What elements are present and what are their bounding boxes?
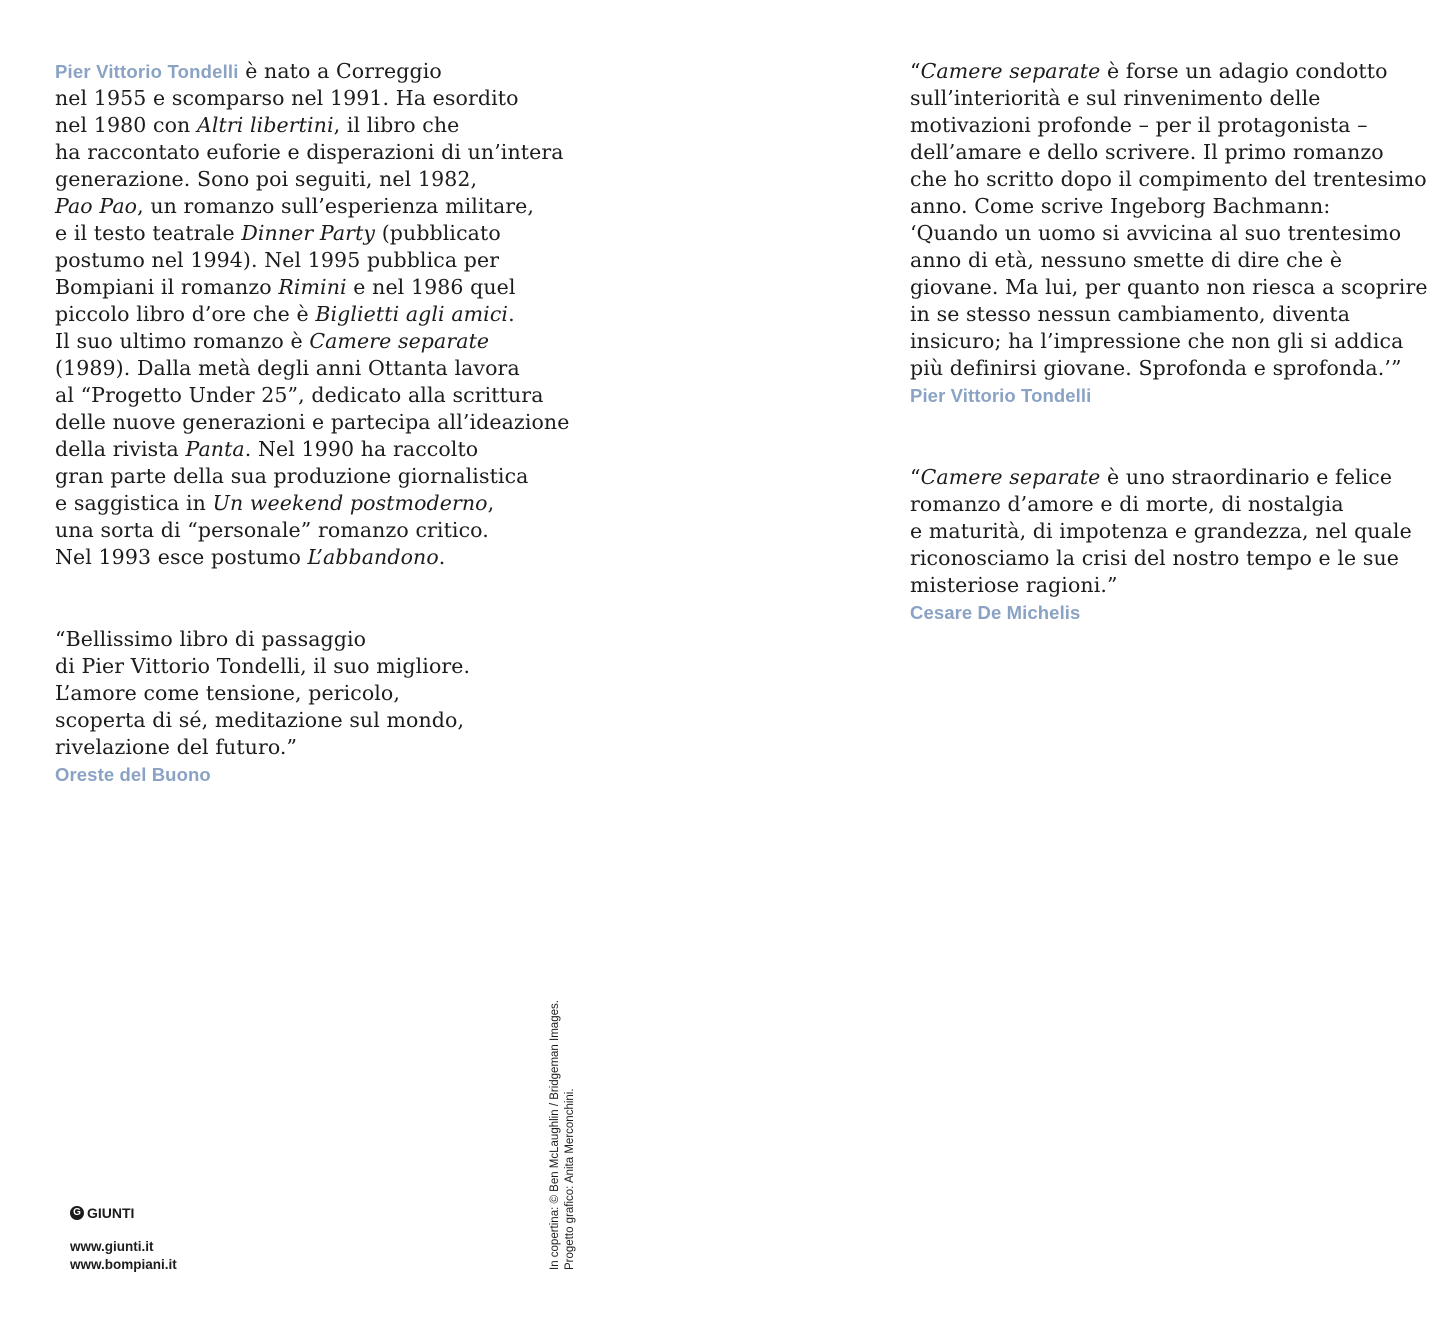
quote-author: Cesare De Michelis: [910, 602, 1081, 623]
text-line: [910, 193, 1428, 220]
text-line: [910, 491, 1412, 518]
text-line: [910, 85, 1428, 112]
text-segment: .: [508, 302, 515, 326]
text-line: [55, 626, 470, 653]
text-line: [55, 544, 569, 571]
text-segment: rivelazione del futuro.”: [55, 735, 298, 759]
text-line: [55, 707, 470, 734]
text-line: [55, 653, 470, 680]
text-segment: (pubblicato: [375, 221, 501, 245]
title-italic: Biglietti agli amici: [315, 302, 509, 326]
text-line: [910, 572, 1412, 599]
quote-text: [910, 58, 1428, 382]
text-line: [55, 355, 569, 382]
text-line: [910, 139, 1428, 166]
text-segment: (1989). Dalla metà degli anni Ottanta lavora: [55, 356, 520, 380]
text-line: [55, 436, 569, 463]
text-segment: delle nuove generazioni e partecipa all’ideazione: [55, 410, 570, 434]
text-segment: Il suo ultimo romanzo è: [55, 329, 310, 353]
text-line: [55, 517, 569, 544]
text-segment: e saggistica in: [55, 491, 213, 515]
text-segment: della rivista: [55, 437, 186, 461]
text-line: [910, 464, 1412, 491]
text-segment: scoperta di sé, meditazione sul mondo,: [55, 708, 465, 732]
text-segment: L’amore come tensione, pericolo,: [55, 681, 400, 705]
title-italic: Camere separate: [920, 59, 1101, 83]
cover-credits: [548, 1000, 578, 1270]
text-segment: anno. Come scrive Ingeborg Bachmann:: [910, 194, 1331, 218]
title-italic: Panta: [185, 437, 245, 461]
text-segment: motivazioni profonde – per il protagonista –: [910, 113, 1368, 137]
text-line: [55, 301, 569, 328]
text-segment: generazione. Sono poi seguiti, nel 1982,: [55, 167, 478, 191]
text-line: [910, 355, 1428, 382]
text-line: [55, 463, 569, 490]
text-segment: . Nel 1990 ha raccolto: [244, 437, 479, 461]
text-segment: , il libro che: [333, 113, 460, 137]
title-italic: Rimini: [278, 275, 347, 299]
text-line: [55, 328, 569, 355]
text-line: [55, 220, 569, 247]
text-segment: giovane. Ma lui, per quanto non riesca a scoprire: [910, 275, 1428, 299]
text-segment: al “Progetto Under 25”, dedicato alla scrittura: [55, 383, 544, 407]
text-line: [55, 247, 569, 274]
title-italic: L’abbandono: [307, 545, 439, 569]
title-italic: Altri libertini: [196, 113, 334, 137]
text-segment: più definirsi giovane. Sprofonda e sprofonda.’”: [910, 356, 1402, 380]
title-italic: Un weekend postmoderno: [212, 491, 488, 515]
title-italic: Camere separate: [920, 465, 1101, 489]
text-segment: di Pier Vittorio Tondelli, il suo migliore.: [55, 654, 471, 678]
text-segment: e il testo teatrale: [55, 221, 242, 245]
website-link-giunti[interactable]: www.giunti.it: [70, 1239, 154, 1254]
text-segment: ‘Quando un uomo si avvicina al suo trentesimo: [910, 221, 1402, 245]
text-line: [55, 193, 569, 220]
quote-text: [910, 464, 1412, 599]
giunti-logo: [70, 1205, 177, 1221]
text-segment: è nato a Correggio: [238, 59, 442, 83]
text-segment: ,: [487, 491, 495, 515]
text-line: [55, 274, 569, 301]
text-line: [910, 301, 1428, 328]
text-segment: , un romanzo sull’esperienza militare,: [137, 194, 535, 218]
quote-text: [55, 626, 470, 761]
text-line: [55, 490, 569, 517]
quote-author: Oreste del Buono: [55, 764, 211, 785]
text-segment: gran parte della sua produzione giornalistica: [55, 464, 529, 488]
publisher-websites: [70, 1238, 177, 1274]
quote-oreste-del-buono: [55, 626, 470, 788]
text-segment: e nel 1986 quel: [346, 275, 516, 299]
text-segment: che ho scritto dopo il compimento del trentesimo: [910, 167, 1427, 191]
text-segment: .: [438, 545, 446, 569]
text-segment: “Bellissimo libro di passaggio: [55, 627, 367, 651]
text-line: [55, 734, 470, 761]
text-segment: piccolo libro d’ore che è: [55, 302, 316, 326]
text-segment: postumo nel 1994). Nel 1995 pubblica per: [55, 248, 500, 272]
text-segment: e maturità, di impotenza e grandezza, nel quale: [910, 519, 1412, 543]
text-segment: misteriose ragioni.”: [910, 573, 1118, 597]
text-line: [910, 112, 1428, 139]
text-line: [55, 382, 569, 409]
text-line: [910, 545, 1412, 572]
text-line: [910, 518, 1412, 545]
graphic-design-credit: Progetto grafico: Anita Merconchini.: [564, 1088, 576, 1270]
text-line: [55, 139, 569, 166]
text-line: [55, 409, 569, 436]
text-segment: è uno straordinario e felice: [1100, 465, 1393, 489]
quote-author: Pier Vittorio Tondelli: [910, 385, 1092, 406]
text-segment: è forse un adagio condotto: [1100, 59, 1388, 83]
text-segment: nel 1980 con: [55, 113, 197, 137]
publisher-block: [70, 1205, 177, 1274]
quote-cesare-de-michelis: [910, 464, 1412, 626]
giunti-logo-icon: G: [70, 1206, 84, 1220]
giunti-logo-text: GIUNTI: [87, 1205, 135, 1221]
text-line: [55, 166, 569, 193]
text-line: [910, 220, 1428, 247]
text-line: [910, 166, 1428, 193]
text-segment: dell’amare e dello scrivere. Il primo romanzo: [910, 140, 1384, 164]
text-segment: nel 1955 e scomparso nel 1991. Ha esordito: [55, 86, 519, 110]
author-biography: [55, 58, 569, 571]
text-line: [55, 85, 569, 112]
text-segment: riconosciamo la crisi del nostro tempo e le sue: [910, 546, 1400, 570]
title-italic: Dinner Party: [241, 221, 376, 245]
text-line: [910, 274, 1428, 301]
text-line: [55, 112, 569, 139]
title-italic: Pao Pao: [55, 194, 138, 218]
text-line: [55, 58, 569, 85]
text-line: [910, 58, 1428, 85]
text-line: [910, 328, 1428, 355]
text-segment: una sorta di “personale” romanzo critico.: [55, 518, 489, 542]
text-line: [55, 680, 470, 707]
text-segment: ha raccontato euforie e disperazioni di un’intera: [55, 140, 564, 164]
text-segment: Bompiani il romanzo: [55, 275, 279, 299]
text-segment: “: [910, 465, 921, 489]
text-segment: “: [910, 59, 921, 83]
quote-pier-vittorio-tondelli: [910, 58, 1428, 409]
text-segment: in se stesso nessun cambiamento, diventa: [910, 302, 1351, 326]
text-segment: insicuro; ha l’impressione che non gli si addica: [910, 329, 1404, 353]
cover-image-credit: In copertina: © Ben McLaughlin / Bridgeman Images.: [549, 1000, 561, 1270]
text-segment: Nel 1993 esce postumo: [55, 545, 308, 569]
text-segment: anno di età, nessuno smette di dire che è: [910, 248, 1343, 272]
author-name: Pier Vittorio Tondelli: [55, 61, 239, 82]
text-line: [910, 247, 1428, 274]
title-italic: Camere separate: [309, 329, 490, 353]
website-link-bompiani[interactable]: www.bompiani.it: [70, 1257, 177, 1272]
text-segment: romanzo d’amore e di morte, di nostalgia: [910, 492, 1344, 516]
text-segment: sull’interiorità e sul rinvenimento delle: [910, 86, 1321, 110]
